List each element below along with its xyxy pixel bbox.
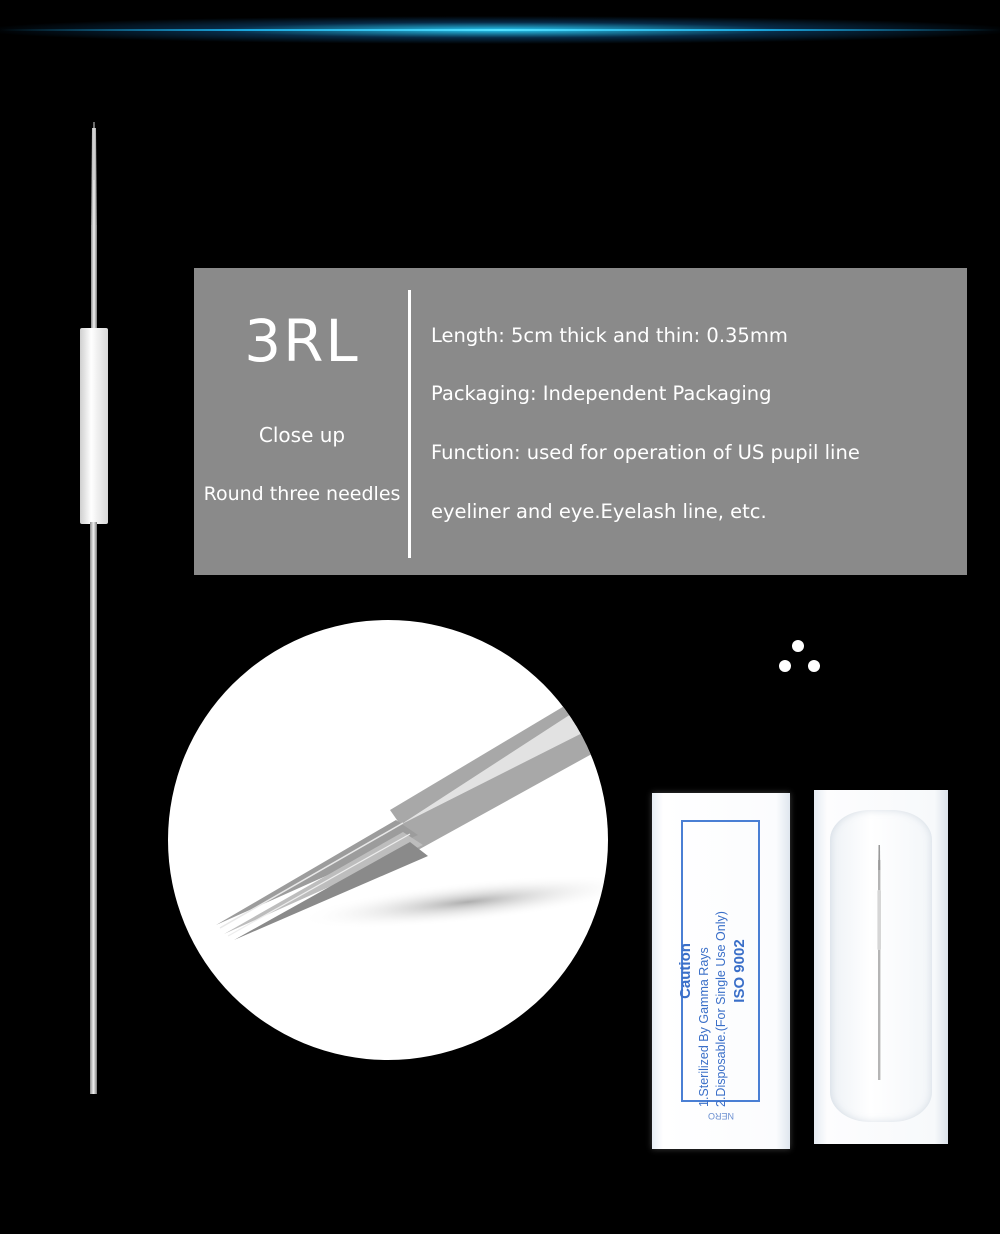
- package-caution: Caution: [677, 943, 694, 999]
- package-brand: NERO: [708, 1111, 735, 1121]
- panel-divider: [408, 290, 411, 558]
- top-accent-line: [0, 29, 1000, 31]
- package-front: [652, 793, 790, 1149]
- package-iso: ISO 9002: [731, 939, 748, 1003]
- spec-function: Function: used for operation of US pupil line: [431, 441, 860, 464]
- info-panel: [194, 268, 967, 575]
- spec-length: Length: 5cm thick and thin: 0.35mm: [431, 324, 788, 347]
- package-line-1: 1.Sterilized By Gamma Rays: [697, 947, 711, 1107]
- package-back: [814, 790, 948, 1144]
- closeup-image: [168, 620, 608, 1060]
- model-title: 3RL: [244, 307, 360, 375]
- package-line-2: 2.Disposable.(For Single Use Only): [714, 911, 728, 1107]
- package-label-text: [676, 821, 766, 1121]
- subtitle-close-up: Close up: [258, 423, 346, 447]
- panel-left: [194, 268, 410, 575]
- packaged-needle-icon: [814, 790, 948, 1144]
- spec-function-continued: eyeliner and eye.Eyelash line, etc.: [431, 500, 767, 523]
- needle-image: [60, 120, 130, 1100]
- subtitle-needle-type: Round three needles: [203, 483, 401, 505]
- closeup-needle-icon: [168, 620, 608, 1060]
- spec-packaging: Packaging: Independent Packaging: [431, 382, 772, 405]
- three-dots-icon: [776, 638, 824, 678]
